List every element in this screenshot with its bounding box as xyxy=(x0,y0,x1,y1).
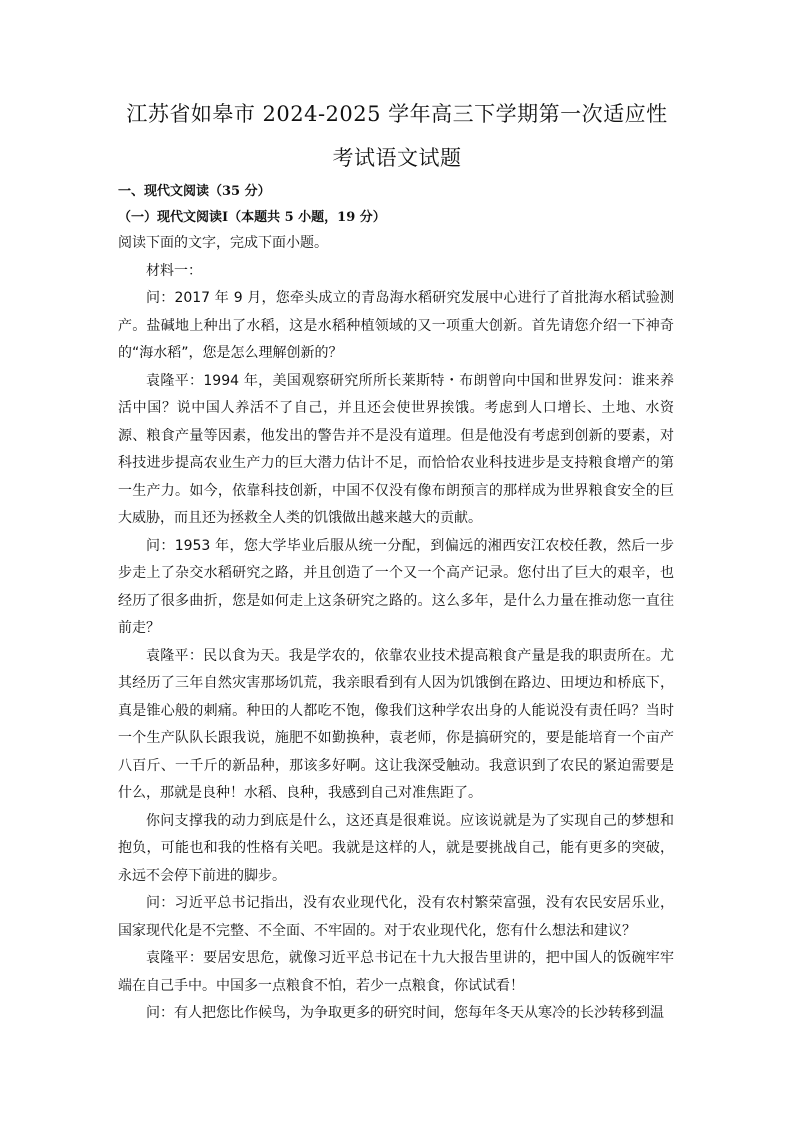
paragraph: 问：习近平总书记指出，没有农业现代化，没有农村繁荣富强，没有农民安居乐业，国家现代化是不完整、不全面、不牢固的。对于农业现代化，您有什么想法和建议？ xyxy=(118,895,674,939)
paragraph: 你问支撑我的动力到底是什么，这还真是很难说。应该说就是为了实现自己的梦想和抱负，可能也和我的性格有关吧。我就是这样的人，就是要挑战自己，能有更多的突破，永远不会停下前进的脚步。 xyxy=(118,812,674,884)
subsection-heading: （一）现代文阅读Ⅰ（本题共 5 小题，19 分） xyxy=(118,210,386,225)
paragraph: 问：2017 年 9 月，您牵头成立的青岛海水稻研究发展中心进行了首批海水稻试验测产。盐碱地上种出了水稻，这是水稻种植领域的又一项重大创新。首先请您介绍一下神奇的“海水稻”，您是怎么理解创新的？ xyxy=(118,290,674,361)
paragraph: 袁隆平：要居安思危，就像习近平总书记在十九大报告里讲的，把中国人的饭碗牢牢端在自己手中。中国多一点粮食不怕，若少一点粮食，你试试看！ xyxy=(118,950,674,994)
paragraph: 问：有人把您比作候鸟，为争取更多的研究时间，您每年冬天从寒冷的长沙转移到温 xyxy=(146,1005,664,1021)
material-label: 材料一： xyxy=(146,262,202,279)
paragraph: 袁隆平：民以食为天。我是学农的，依靠农业技术提高粮食产量是我的职责所在。尤其经历了三年自然灾害那场饥荒，我亲眼看到有人因为饥饿倒在路边、田埂边和桥底下，真是锥心般的刺痛。种田的人都吃不饱，像我们这种学农出身的人能说没有责任吗？当时一个生产队队长跟我说，施肥不如勤换种，袁老师，你是搞研究的，要是能培育一个亩产八百斤、一千斤的新品种，那该多好啊。这让我深受触动。我意识到了农民的紧迫需要是什么，那就是良种！水稻、良种，我感到自己对准焦距了。 xyxy=(118,647,674,801)
paragraph: 问：1953 年，您大学毕业后服从统一分配，到偏远的湘西安江农校任教，然后一步步走上了杂交水稻研究之路，并且创造了一个又一个高产记录。您付出了巨大的艰辛，也经历了很多曲折，您是如何走上这条研究之路的。这么多年，是什么力量在推动您一直往前走？ xyxy=(118,537,674,636)
passage-body xyxy=(118,230,674,1028)
paragraph: 袁隆平：1994 年，美国观察研究所所长莱斯特・布朗曾向中国和世界发问：谁来养活中国？说中国人养活不了自己，并且还会使世界挨饿。考虑到人口增长、土地、水资源、粮食产量等因素，他发出的警告并不是没有道理。但是他没有考虑到创新的要素，对科技进步提高农业生产力的巨大潜力估计不足，而恰恰农业科技进步是支持粮食增产的第一生产力。如今，依靠科技创新，中国不仅没有像布朗预言的那样成为世界粮食安全的巨大威胁，而且还为拯救全人类的饥饿做出越来越大的贡献。 xyxy=(118,372,674,526)
document-title-line-2: 考试语文试题 xyxy=(332,146,462,170)
instruction-text: 阅读下面的文字，完成下面小题。 xyxy=(118,235,328,251)
document-title-line-1: 江苏省如皋市 2024-2025 学年高三下学期第一次适应性 xyxy=(126,102,668,126)
section-heading: 一、现代文阅读（35 分） xyxy=(118,184,271,199)
